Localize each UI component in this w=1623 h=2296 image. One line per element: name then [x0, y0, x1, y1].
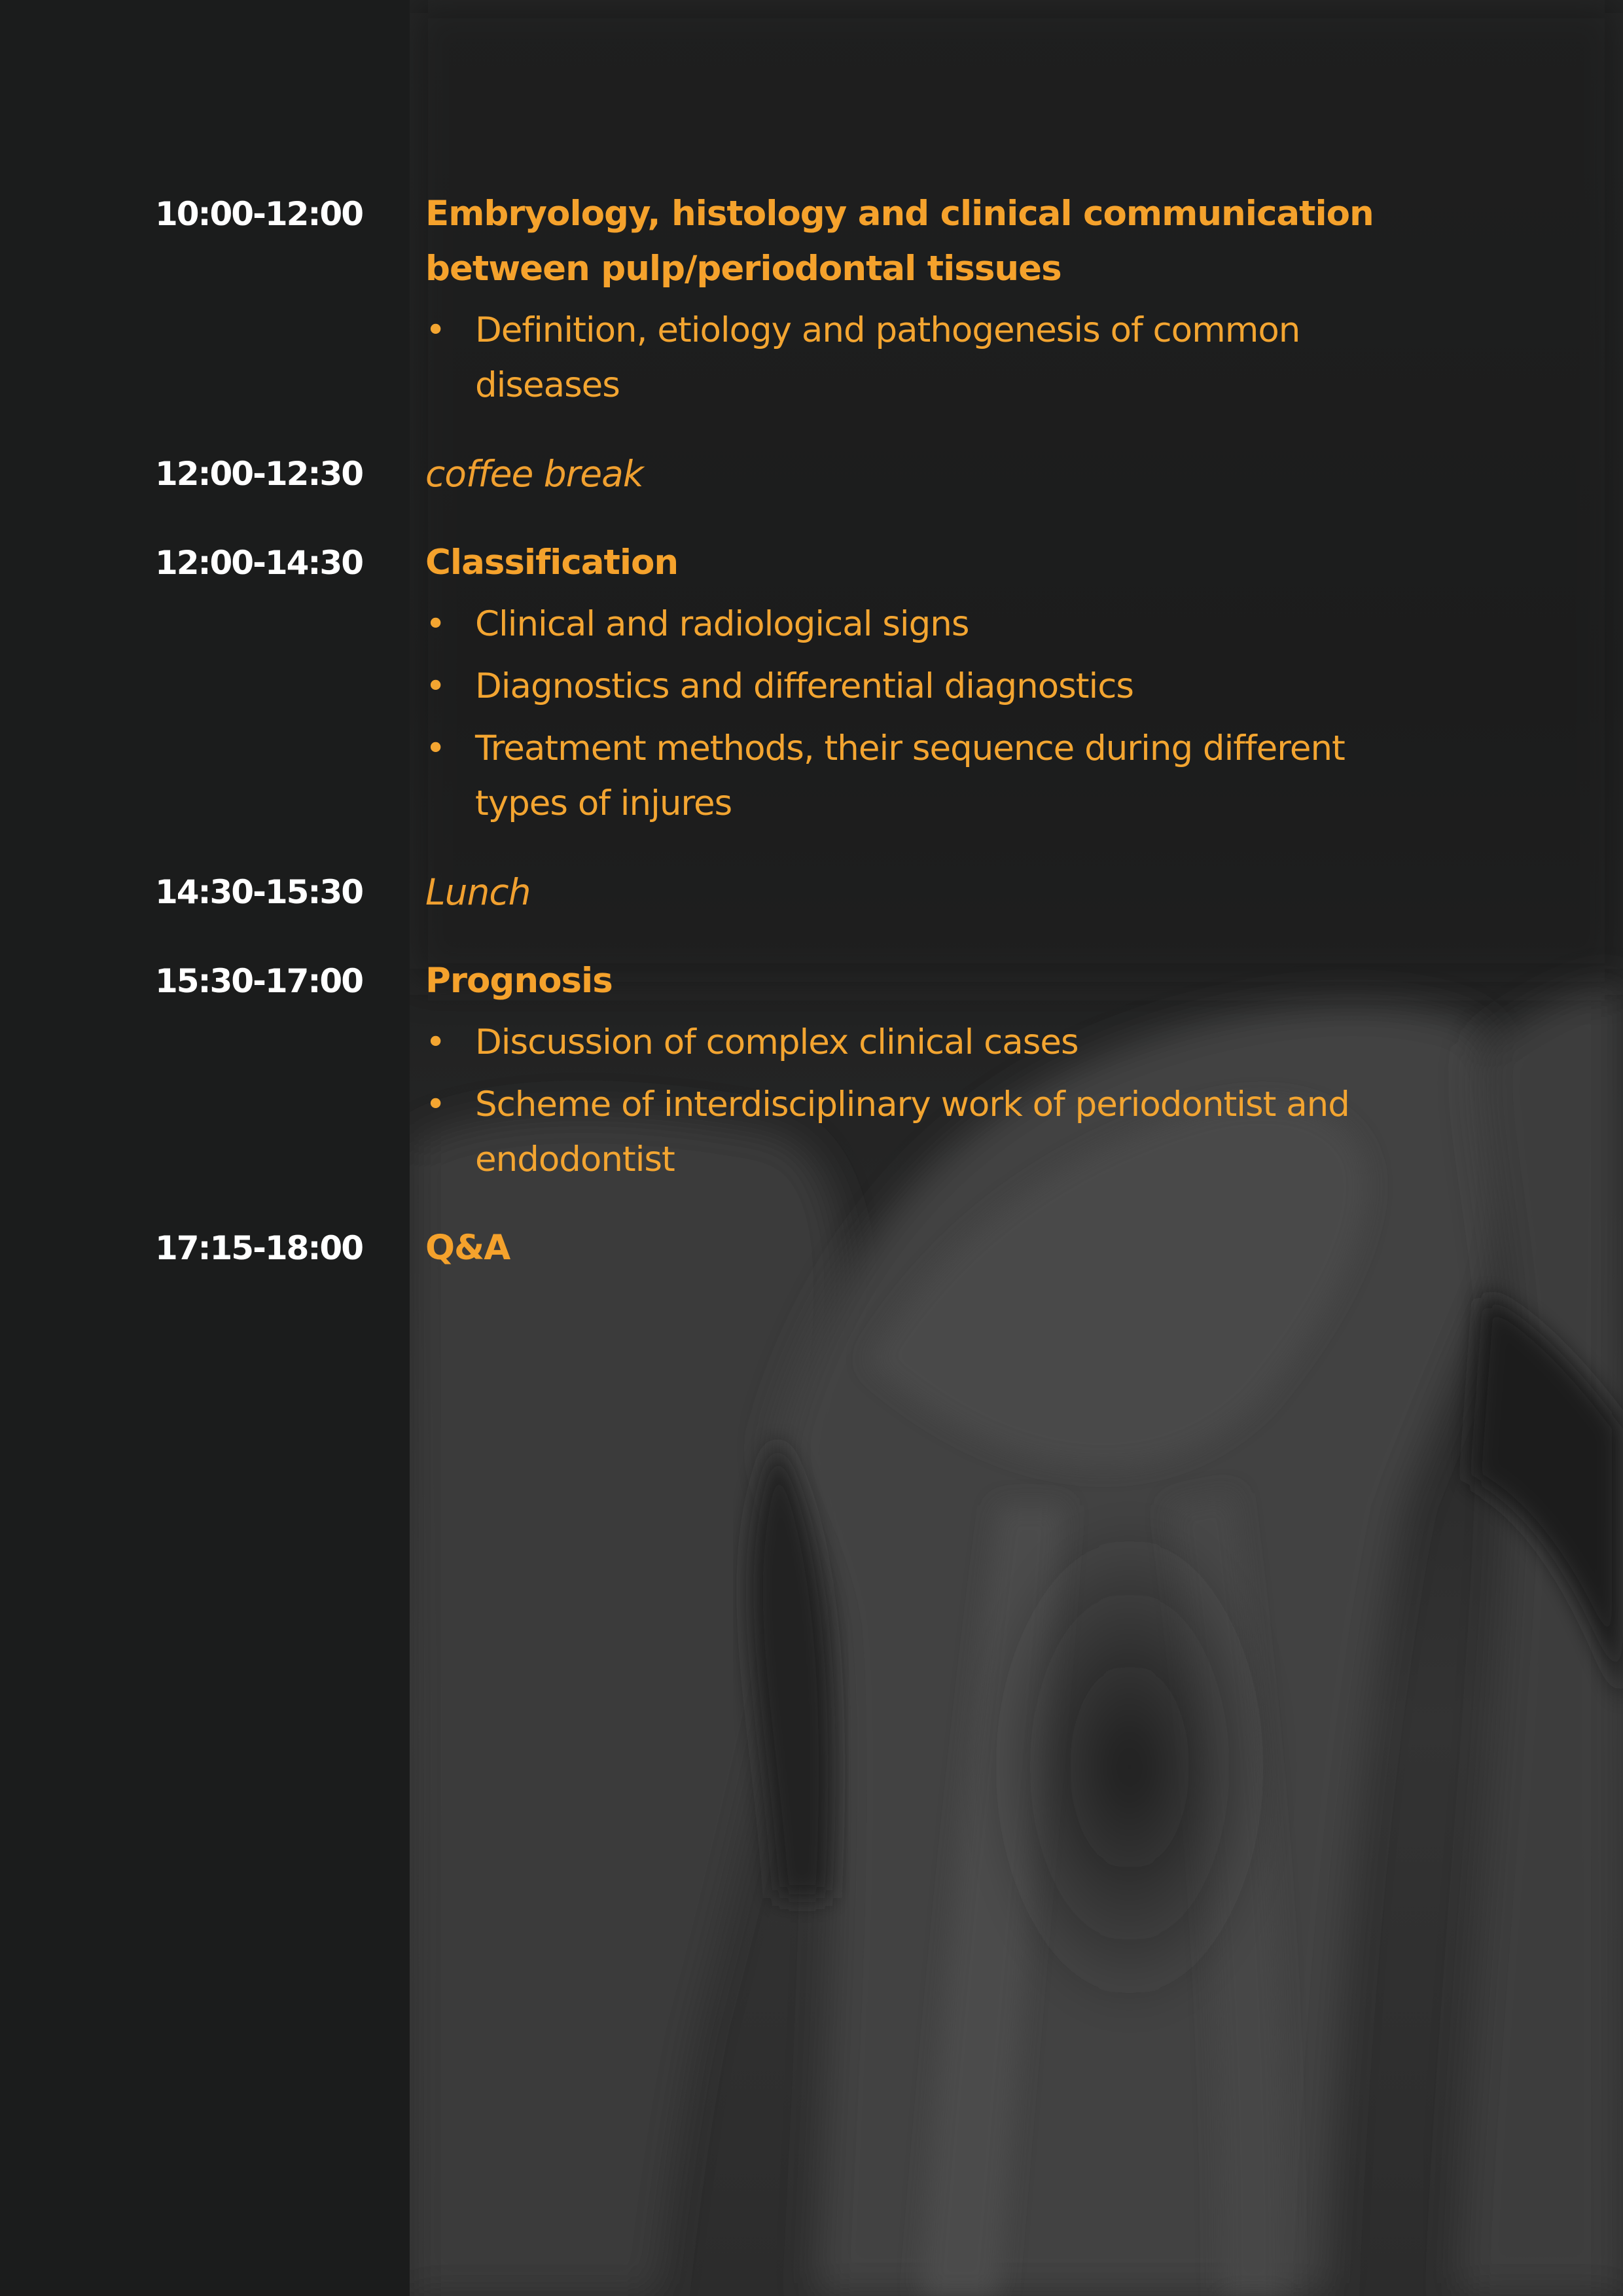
time-range: 15:30-17:00	[154, 962, 363, 1000]
topic-list	[425, 1015, 1446, 1187]
time-range: 17:15-18:00	[154, 1229, 363, 1267]
bullet-icon: •	[425, 728, 446, 768]
topic-item	[425, 1015, 1446, 1070]
bullet-icon: •	[425, 310, 446, 350]
time-range: 10:00-12:00	[154, 195, 363, 233]
session-title: Q&A	[425, 1228, 510, 1268]
topic-text: Discussion of complex clinical cases	[475, 1022, 1079, 1062]
topic-text: Diagnostics and differential diagnostics	[475, 666, 1133, 706]
session-title: Prognosis	[425, 961, 613, 1001]
session-title: Classification	[425, 543, 679, 583]
bullet-icon: •	[425, 604, 446, 644]
topic-item	[425, 303, 1446, 413]
break-label: coffee break	[425, 453, 643, 495]
bullet-icon: •	[425, 1022, 446, 1062]
topic-text: Treatment methods, their sequence during different types of injures	[475, 728, 1345, 823]
break-content	[425, 865, 1446, 920]
bullet-icon: •	[425, 666, 446, 706]
topic-item	[425, 721, 1446, 831]
topic-item	[425, 659, 1446, 714]
topic-item	[425, 597, 1446, 652]
topic-text: Definition, etiology and pathogenesis of common diseases	[475, 310, 1300, 405]
break-label: Lunch	[425, 871, 531, 913]
session-title: Embryology, histology and clinical communication between pulp/periodontal tissues	[425, 194, 1374, 289]
time-range: 14:30-15:30	[154, 873, 363, 911]
break-content	[425, 446, 1446, 501]
bullet-icon: •	[425, 1085, 446, 1124]
time-range: 12:00-12:30	[154, 455, 363, 493]
topic-list	[425, 597, 1446, 831]
time-range: 12:00-14:30	[154, 544, 363, 582]
topic-list	[425, 303, 1446, 413]
topic-text: Scheme of interdisciplinary work of periodontist and endodontist	[475, 1085, 1349, 1179]
topic-item	[425, 1077, 1446, 1187]
session-content	[425, 1221, 1446, 1276]
session-content	[425, 535, 1446, 838]
topic-text: Clinical and radiological signs	[475, 604, 969, 644]
session-content	[425, 187, 1446, 420]
session-content	[425, 954, 1446, 1194]
